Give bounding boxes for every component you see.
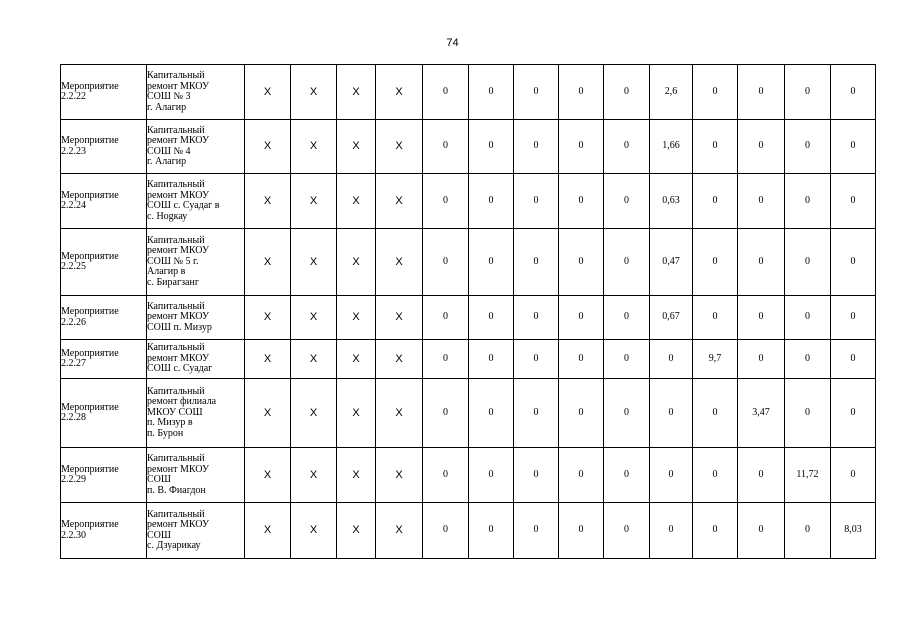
value-cell: 0: [738, 65, 785, 120]
value-cell: 0: [514, 65, 559, 120]
description-cell: [147, 503, 245, 559]
value-cell: 0: [604, 340, 650, 379]
value-cell: Х: [245, 296, 291, 340]
value-cell: 0: [831, 379, 876, 448]
event-label-line: 2.2.25: [61, 261, 86, 272]
value-cell: 0: [423, 174, 469, 229]
value-cell: 0: [559, 296, 604, 340]
value-cell: 0: [785, 174, 831, 229]
value-cell: Х: [337, 229, 376, 296]
event-label-line: Мероприятие: [61, 401, 119, 413]
description-line: ремонт МКОУ: [147, 135, 210, 146]
event-cell: [61, 379, 147, 448]
event-label-line: 2.2.30: [61, 529, 86, 541]
value-cell: Х: [337, 448, 376, 503]
page-number: 74: [446, 37, 459, 49]
value-cell: 0: [423, 65, 469, 120]
value-cell: 0: [423, 503, 469, 559]
event-cell: [61, 296, 147, 340]
description-line: СОШ № 4: [147, 145, 191, 157]
value-cell: 2,6: [650, 65, 693, 120]
description-cell: [147, 340, 245, 379]
value-cell: 0: [693, 296, 738, 340]
value-cell: 0: [738, 503, 785, 559]
value-cell: 0: [693, 65, 738, 120]
table-row: [61, 229, 876, 296]
table-row: [61, 503, 876, 559]
value-cell: 0: [469, 340, 514, 379]
event-label-line: 2.2.22: [61, 91, 86, 102]
value-cell: 0: [831, 65, 876, 120]
description-line: Капитальный: [147, 385, 205, 397]
description-line: с. Бирагзанг: [147, 276, 199, 288]
value-cell: Х: [291, 229, 337, 296]
value-cell: 0: [693, 229, 738, 296]
value-cell: 0: [604, 229, 650, 296]
event-cell: [61, 120, 147, 174]
value-cell: Х: [245, 120, 291, 174]
value-cell: 0: [650, 340, 693, 379]
value-cell: 0,63: [650, 174, 693, 229]
value-cell: 3,47: [738, 379, 785, 448]
event-label-line: Мероприятие: [61, 135, 119, 146]
value-cell: 0,67: [650, 296, 693, 340]
value-cell: Х: [245, 174, 291, 229]
value-cell: 0: [469, 503, 514, 559]
event-label-line: Мероприятие: [61, 347, 119, 359]
value-cell: 0: [604, 296, 650, 340]
value-cell: 0: [831, 174, 876, 229]
value-cell: 0: [738, 229, 785, 296]
description-line: Алагир в: [147, 266, 186, 278]
value-cell: 0: [785, 503, 831, 559]
event-cell: [61, 448, 147, 503]
description-line: ремонт МКОУ: [147, 463, 210, 475]
description-cell: [147, 174, 245, 229]
description-line: Капитальный: [147, 300, 205, 312]
value-cell: 0: [514, 174, 559, 229]
table-row: [61, 174, 876, 229]
event-label-line: 2.2.28: [61, 412, 86, 423]
value-cell: 0: [738, 174, 785, 229]
value-cell: Х: [337, 65, 376, 120]
event-cell: [61, 174, 147, 229]
value-cell: 0: [514, 296, 559, 340]
event-cell: [61, 503, 147, 559]
description-cell: [147, 296, 245, 340]
event-label-line: Мероприятие: [61, 189, 119, 201]
description-line: Капитальный: [147, 342, 205, 354]
value-cell: Х: [291, 340, 337, 379]
value-cell: 0: [785, 340, 831, 379]
value-cell: Х: [245, 379, 291, 448]
value-cell: Х: [291, 65, 337, 120]
description-line: ремонт МКОУ: [147, 245, 210, 257]
description-line: ремонт филиала: [147, 396, 217, 408]
description-line: ремонт МКОУ: [147, 311, 210, 323]
table-row: [61, 120, 876, 174]
value-cell: 0: [693, 120, 738, 174]
description-cell: [147, 379, 245, 448]
value-cell: 0,47: [650, 229, 693, 296]
description-line: ремонт МКОУ: [147, 519, 210, 530]
value-cell: 1,66: [650, 120, 693, 174]
event-label-line: 2.2.23: [61, 145, 86, 157]
description-cell: [147, 448, 245, 503]
value-cell: 0: [469, 229, 514, 296]
value-cell: 0: [423, 296, 469, 340]
value-cell: Х: [376, 448, 423, 503]
value-cell: 0: [831, 120, 876, 174]
value-cell: 0: [514, 120, 559, 174]
description-line: с. Дзуарикау: [147, 540, 201, 551]
value-cell: 0: [559, 503, 604, 559]
description-line: ремонт МКОУ: [147, 80, 210, 92]
value-cell: 0: [738, 448, 785, 503]
value-cell: 0: [785, 379, 831, 448]
table-row: [61, 379, 876, 448]
description-line: СОШ: [147, 474, 171, 485]
description-cell: [147, 120, 245, 174]
value-cell: 0: [738, 296, 785, 340]
value-cell: Х: [337, 340, 376, 379]
value-cell: Х: [245, 503, 291, 559]
description-line: ремонт МКОУ: [147, 352, 210, 364]
description-line: Капитальный: [147, 179, 205, 190]
description-line: с. Нogкау: [147, 210, 188, 222]
value-cell: 0: [650, 448, 693, 503]
event-label-line: 2.2.29: [61, 474, 86, 485]
description-line: г. Алагир: [147, 156, 187, 167]
value-cell: Х: [291, 503, 337, 559]
value-cell: 0: [738, 120, 785, 174]
description-cell: [147, 229, 245, 296]
value-cell: Х: [291, 174, 337, 229]
event-label-line: Мероприятие: [61, 80, 119, 92]
value-cell: 0: [514, 379, 559, 448]
value-cell: 8,03: [831, 503, 876, 559]
value-cell: Х: [376, 340, 423, 379]
description-line: Капитальный: [147, 70, 205, 81]
event-label-line: Мероприятие: [61, 250, 119, 262]
description-line: п. Бурон: [147, 427, 184, 439]
value-cell: 0: [604, 65, 650, 120]
value-cell: Х: [245, 65, 291, 120]
description-line: ремонт МКОУ: [147, 189, 210, 201]
description-line: п. В. Фиагдон: [147, 484, 206, 496]
description-line: МКОУ СОШ: [147, 406, 203, 418]
value-cell: 0: [785, 120, 831, 174]
event-label-line: Мероприятие: [61, 463, 119, 475]
value-cell: 0: [693, 503, 738, 559]
value-cell: Х: [337, 296, 376, 340]
description-line: Капитальный: [147, 508, 205, 520]
value-cell: Х: [376, 503, 423, 559]
value-cell: Х: [376, 379, 423, 448]
value-cell: 0: [559, 120, 604, 174]
table-row: [61, 448, 876, 503]
event-cell: [61, 65, 147, 120]
value-cell: 0: [469, 65, 514, 120]
description-line: п. Мизур в: [147, 417, 193, 429]
value-cell: Х: [376, 296, 423, 340]
table-row: [61, 340, 876, 379]
event-label-line: 2.2.26: [61, 316, 86, 328]
value-cell: 0: [785, 229, 831, 296]
value-cell: 0: [514, 503, 559, 559]
value-cell: 0: [469, 120, 514, 174]
value-cell: Х: [376, 65, 423, 120]
description-line: СОШ с. Суадаг: [147, 363, 213, 375]
value-cell: 0: [559, 174, 604, 229]
value-cell: 0: [831, 448, 876, 503]
value-cell: 0: [469, 448, 514, 503]
value-cell: 0: [831, 296, 876, 340]
table-row: [61, 65, 876, 120]
event-cell: [61, 229, 147, 296]
value-cell: 0: [559, 65, 604, 120]
event-label-line: Мероприятие: [61, 306, 119, 317]
description-cell: [147, 65, 245, 120]
value-cell: Х: [337, 379, 376, 448]
value-cell: 0: [693, 174, 738, 229]
value-cell: Х: [291, 448, 337, 503]
description-line: СОШ: [147, 529, 171, 541]
value-cell: Х: [376, 120, 423, 174]
value-cell: 0: [469, 379, 514, 448]
description-line: г. Алагир: [147, 101, 187, 113]
value-cell: 0: [738, 340, 785, 379]
value-cell: 0: [785, 65, 831, 120]
value-cell: 0: [604, 503, 650, 559]
value-cell: 0: [604, 174, 650, 229]
value-cell: 0: [559, 379, 604, 448]
value-cell: 0: [650, 503, 693, 559]
value-cell: Х: [245, 229, 291, 296]
value-cell: 0: [785, 296, 831, 340]
value-cell: 9,7: [693, 340, 738, 379]
table-row: [61, 296, 876, 340]
value-cell: 0: [650, 379, 693, 448]
value-cell: 0: [423, 340, 469, 379]
value-cell: 0: [693, 448, 738, 503]
description-line: СОШ № 3: [147, 91, 191, 102]
value-cell: Х: [245, 448, 291, 503]
event-cell: [61, 340, 147, 379]
value-cell: 0: [831, 229, 876, 296]
event-label-line: 2.2.27: [61, 358, 86, 369]
description-line: Капитальный: [147, 234, 205, 246]
value-cell: 0: [514, 448, 559, 503]
value-cell: 0: [604, 120, 650, 174]
value-cell: 11,72: [785, 448, 831, 503]
value-cell: 0: [604, 379, 650, 448]
value-cell: 0: [514, 340, 559, 379]
value-cell: 0: [693, 379, 738, 448]
value-cell: Х: [291, 296, 337, 340]
value-cell: 0: [559, 229, 604, 296]
value-cell: Х: [291, 379, 337, 448]
description-line: СОШ п. Мизур: [147, 321, 212, 333]
description-line: СОШ № 5 г.: [147, 255, 199, 267]
value-cell: 0: [469, 174, 514, 229]
value-cell: 0: [423, 379, 469, 448]
value-cell: Х: [376, 229, 423, 296]
value-cell: 0: [423, 120, 469, 174]
value-cell: 0: [469, 296, 514, 340]
value-cell: 0: [559, 448, 604, 503]
description-line: СОШ с. Суадаг в: [147, 200, 220, 211]
measures-table: [60, 64, 876, 559]
value-cell: Х: [376, 174, 423, 229]
value-cell: 0: [831, 340, 876, 379]
value-cell: Х: [245, 340, 291, 379]
description-line: Капитальный: [147, 453, 205, 464]
value-cell: 0: [559, 340, 604, 379]
value-cell: Х: [337, 174, 376, 229]
value-cell: Х: [337, 503, 376, 559]
value-cell: Х: [291, 120, 337, 174]
value-cell: 0: [514, 229, 559, 296]
value-cell: 0: [423, 229, 469, 296]
value-cell: 0: [423, 448, 469, 503]
event-label-line: Мероприятие: [61, 519, 119, 530]
description-line: Капитальный: [147, 124, 205, 136]
value-cell: 0: [604, 448, 650, 503]
event-label-line: 2.2.24: [61, 200, 86, 211]
value-cell: Х: [337, 120, 376, 174]
